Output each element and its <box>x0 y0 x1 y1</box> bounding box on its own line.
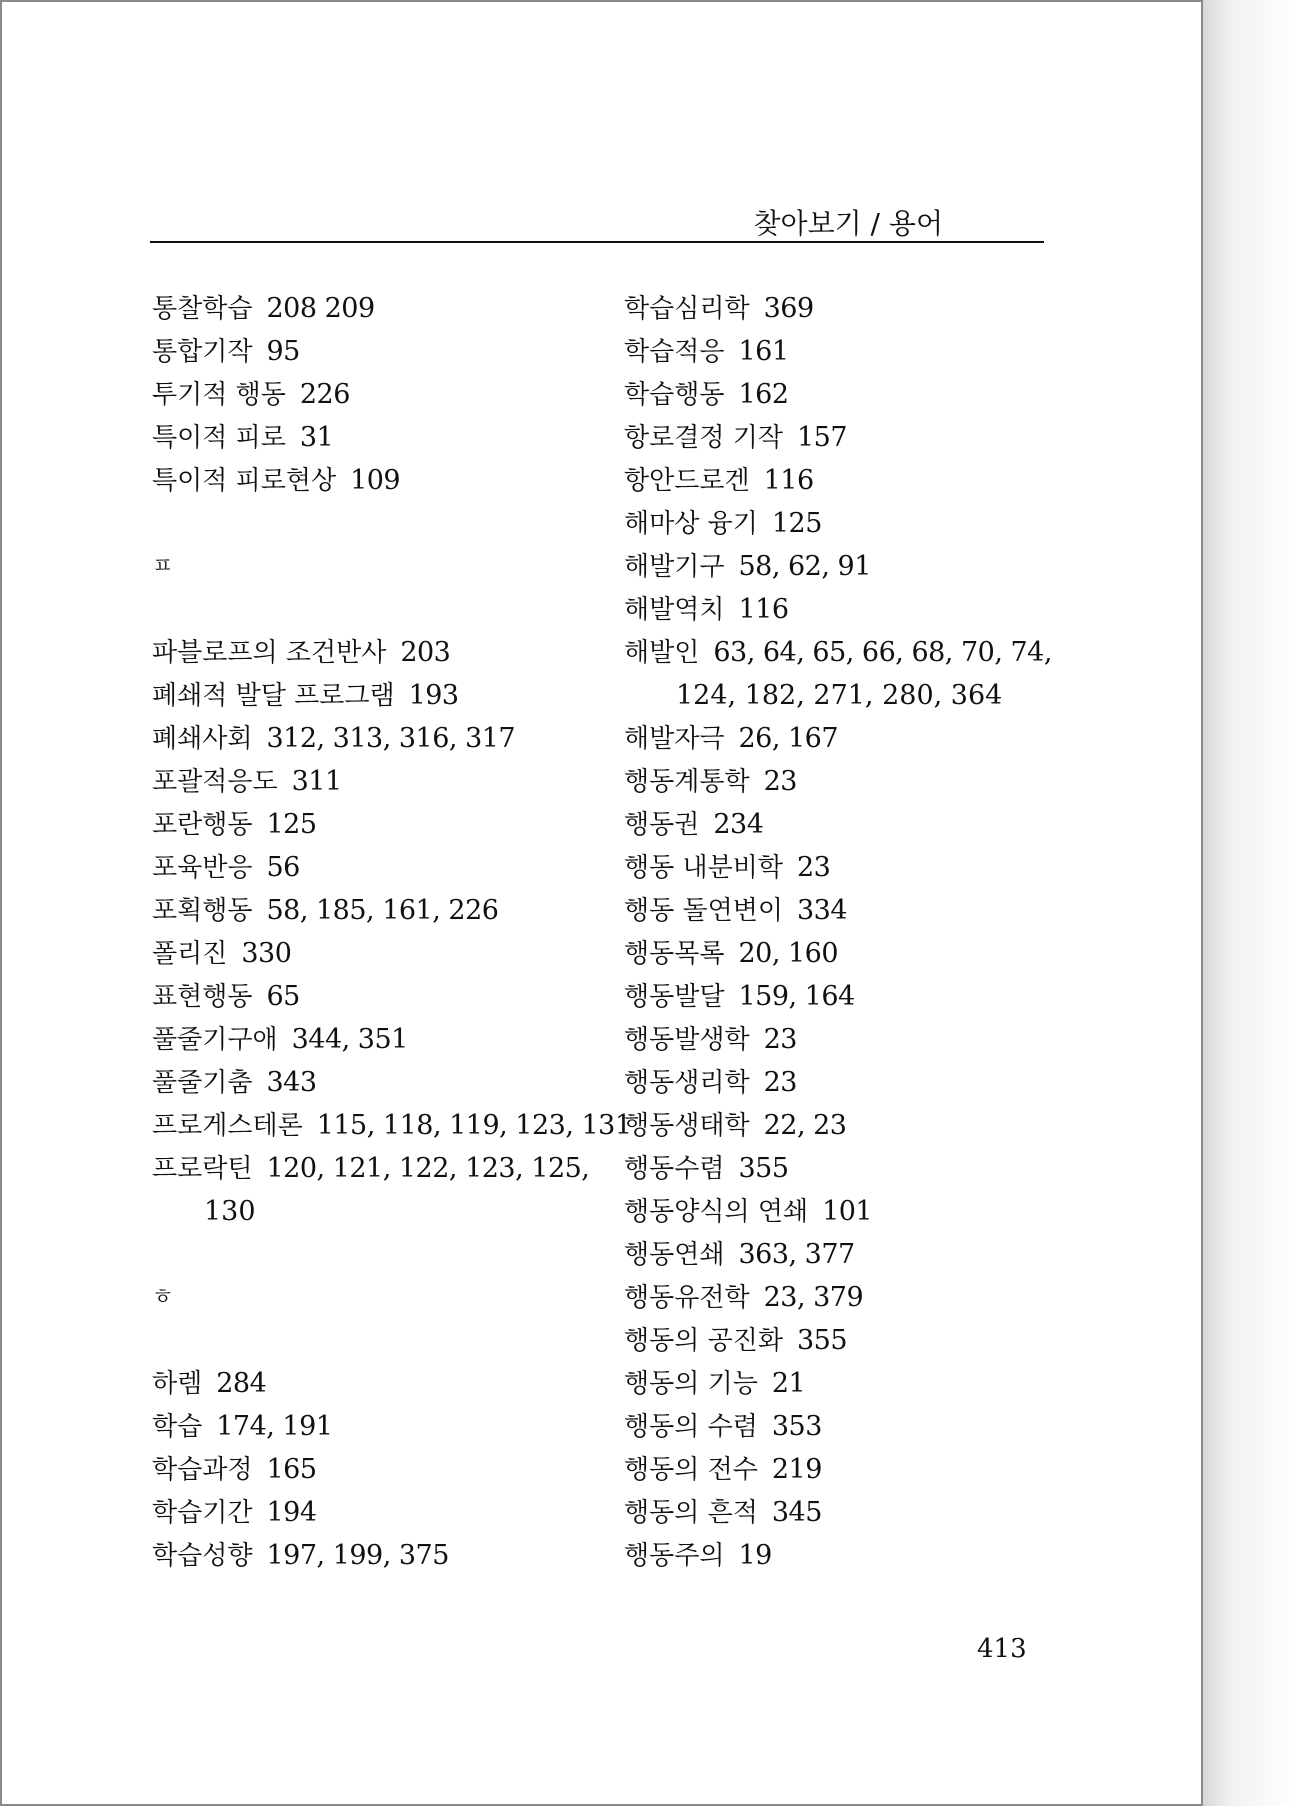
index-pages: 23 <box>796 852 831 883</box>
index-pages: 65 <box>266 981 300 1012</box>
index-entry <box>152 1534 592 1577</box>
index-entry <box>152 1405 592 1448</box>
index-entry <box>624 932 1064 975</box>
index-entry <box>624 1233 1064 1276</box>
index-pages: 219 <box>771 1454 822 1485</box>
index-term: 행동권 <box>624 810 700 840</box>
index-term: 행동 내분비학 <box>624 853 783 883</box>
index-term: 행동주의 <box>624 1541 725 1571</box>
index-entry <box>624 1147 1064 1190</box>
index-entry <box>624 1276 1064 1319</box>
index-entry <box>624 373 1064 416</box>
index-pages: 234 <box>713 809 764 840</box>
index-term: 행동생리학 <box>624 1068 750 1098</box>
index-entry <box>152 416 592 459</box>
index-term: 행동양식의 연쇄 <box>624 1197 809 1227</box>
index-entry <box>624 1534 1064 1577</box>
index-term: 학습심리학 <box>624 294 750 324</box>
index-entry <box>624 588 1064 631</box>
index-pages: 22, 23 <box>763 1110 847 1141</box>
index-term: 학습 <box>152 1412 203 1442</box>
index-entry <box>624 502 1064 545</box>
index-term: 항로결정 기작 <box>624 423 783 453</box>
spacer <box>152 1233 592 1276</box>
index-pages-continued: 130 <box>204 1196 256 1227</box>
index-pages: 355 <box>738 1153 789 1184</box>
index-pages: 21 <box>771 1368 806 1399</box>
index-entry <box>152 717 592 760</box>
index-term: 행동의 흔적 <box>624 1498 758 1528</box>
index-pages: 345 <box>771 1497 822 1528</box>
index-pages: 197, 199, 375 <box>266 1540 449 1571</box>
index-pages: 343 <box>266 1067 317 1098</box>
index-term: 프로게스테론 <box>152 1111 303 1141</box>
index-pages: 165 <box>266 1454 317 1485</box>
index-entry <box>624 717 1064 760</box>
index-pages: 56 <box>266 852 300 883</box>
index-term: 행동 돌연변이 <box>624 896 783 926</box>
index-term: 특이적 피로 <box>152 423 286 453</box>
index-pages: 31 <box>299 422 334 453</box>
index-term: 행동수렴 <box>624 1154 725 1184</box>
index-entry <box>152 1104 632 1147</box>
index-term: 해발기구 <box>624 552 725 582</box>
index-term: 해마상 융기 <box>624 509 758 539</box>
index-term: 특이적 피로현상 <box>152 466 337 496</box>
index-pages: 125 <box>266 809 317 840</box>
index-pages: 312, 313, 316, 317 <box>266 723 516 754</box>
index-pages: 193 <box>408 680 459 711</box>
index-term: 프로락틴 <box>152 1154 253 1184</box>
index-pages: 330 <box>241 938 292 969</box>
index-entry <box>624 803 1064 846</box>
index-term: 행동발달 <box>624 982 725 1012</box>
index-entry <box>624 631 1064 674</box>
index-pages: 344, 351 <box>291 1024 408 1055</box>
index-term: 행동계통학 <box>624 767 750 797</box>
index-pages: 120, 121, 122, 123, 125, <box>266 1153 590 1184</box>
index-pages: 162 <box>738 379 789 410</box>
index-term: 행동의 기능 <box>624 1369 758 1399</box>
index-pages: 159, 164 <box>738 981 855 1012</box>
index-entry <box>624 1362 1064 1405</box>
index-pages: 58, 185, 161, 226 <box>266 895 499 926</box>
index-entry <box>624 416 1064 459</box>
index-column-right <box>624 287 1064 1577</box>
index-term: 포획행동 <box>152 896 253 926</box>
index-pages: 115, 118, 119, 123, 131 <box>316 1110 632 1141</box>
index-pages: 161 <box>738 336 789 367</box>
viewer-side-panel <box>1203 0 1299 1806</box>
index-column-left <box>152 287 632 1577</box>
spacer <box>152 588 592 631</box>
index-term: 행동의 전수 <box>624 1455 758 1485</box>
index-term: 풀줄기구애 <box>152 1025 278 1055</box>
index-term: 포괄적응도 <box>152 767 278 797</box>
index-pages: 95 <box>266 336 300 367</box>
index-pages: 23, 379 <box>763 1282 864 1313</box>
index-term: 학습성향 <box>152 1541 253 1571</box>
index-term: 포란행동 <box>152 810 253 840</box>
index-entry <box>152 1362 592 1405</box>
index-pages: 157 <box>796 422 848 453</box>
index-entry <box>152 1491 592 1534</box>
index-term: 풀줄기춤 <box>152 1068 253 1098</box>
index-pages: 353 <box>771 1411 822 1442</box>
index-pages: 203 <box>400 637 451 668</box>
index-term: 통찰학습 <box>152 294 253 324</box>
index-term: 포육반응 <box>152 853 253 883</box>
index-pages: 355 <box>796 1325 848 1356</box>
index-term: 표현행동 <box>152 982 253 1012</box>
index-term: 행동생태학 <box>624 1111 750 1141</box>
index-pages: 226 <box>299 379 350 410</box>
index-pages: 116 <box>763 465 814 496</box>
index-entry <box>624 1448 1064 1491</box>
index-pages: 369 <box>763 293 814 324</box>
index-entry <box>152 631 592 674</box>
index-entry <box>624 846 1064 889</box>
index-entry <box>152 846 592 889</box>
index-entry <box>624 1405 1064 1448</box>
index-term: 행동목록 <box>624 939 725 969</box>
index-pages: 311 <box>291 766 342 797</box>
index-pages: 334 <box>796 895 848 926</box>
index-term: 행동연쇄 <box>624 1240 725 1270</box>
index-entry <box>152 889 592 932</box>
index-entry <box>624 889 1064 932</box>
index-pages: 125 <box>771 508 822 539</box>
index-term: 행동발생학 <box>624 1025 750 1055</box>
index-term: 행동의 수렴 <box>624 1412 758 1442</box>
entry-group-right <box>624 287 1064 1577</box>
index-term: 해발역치 <box>624 595 725 625</box>
index-entry <box>624 1104 1064 1147</box>
index-pages: 194 <box>266 1497 317 1528</box>
index-pages: 109 <box>350 465 401 496</box>
index-term: 학습적응 <box>624 337 725 367</box>
index-entry <box>624 330 1064 373</box>
index-term: 폐쇄사회 <box>152 724 253 754</box>
entry-group-p <box>152 631 632 1233</box>
running-header: 찾아보기 / 용어 <box>753 207 943 240</box>
index-term: 행동유전학 <box>624 1283 750 1313</box>
index-entry <box>152 975 592 1018</box>
index-entry <box>624 1319 1064 1362</box>
spacer <box>152 502 592 545</box>
index-term: 투기적 행동 <box>152 380 286 410</box>
index-pages: 58, 62, 91 <box>738 551 871 582</box>
index-entry <box>152 1061 592 1104</box>
spacer <box>152 1319 592 1362</box>
index-term: 통합기작 <box>152 337 253 367</box>
index-pages: 19 <box>738 1540 772 1571</box>
index-term: 행동의 공진화 <box>624 1326 783 1356</box>
header-rule <box>150 241 1044 243</box>
index-term: 파블로프의 조건반사 <box>152 638 387 668</box>
index-pages: 23 <box>763 766 797 797</box>
index-pages: 208 209 <box>266 293 375 324</box>
index-term: 학습과정 <box>152 1455 253 1485</box>
index-pages: 63, 64, 65, 66, 68, 70, 74, <box>713 637 1052 668</box>
index-entry <box>624 287 1064 330</box>
index-entry <box>624 545 1064 588</box>
index-entry <box>152 1147 592 1190</box>
index-pages: 363, 377 <box>738 1239 855 1270</box>
index-entry <box>152 760 592 803</box>
entry-group-h <box>152 1362 592 1577</box>
index-entry <box>624 1061 1064 1104</box>
index-entry <box>152 330 592 373</box>
index-entry <box>624 1018 1064 1061</box>
index-entry <box>152 932 592 975</box>
index-entry <box>624 760 1064 803</box>
index-term: 해발인 <box>624 638 700 668</box>
index-term: 하렘 <box>152 1369 203 1399</box>
index-term: 폴리진 <box>152 939 228 969</box>
index-entry <box>152 803 592 846</box>
index-entry <box>624 1190 1064 1233</box>
index-pages: 101 <box>822 1196 873 1227</box>
index-entry <box>152 373 592 416</box>
index-entry <box>152 1448 592 1491</box>
index-pages: 26, 167 <box>738 723 839 754</box>
index-entry <box>152 674 592 717</box>
index-pages: 23 <box>763 1067 797 1098</box>
index-term: 학습행동 <box>624 380 725 410</box>
index-entry <box>624 975 1064 1018</box>
index-entry <box>152 459 592 502</box>
index-pages: 20, 160 <box>738 938 839 969</box>
page-number: 413 <box>977 1634 1027 1664</box>
index-entry <box>624 459 1064 502</box>
section-heading-h: ㅎ <box>152 1285 174 1310</box>
index-pages: 174, 191 <box>216 1411 333 1442</box>
index-term: 폐쇄적 발달 프로그램 <box>152 681 395 711</box>
index-entry <box>624 1491 1064 1534</box>
index-pages: 116 <box>738 594 789 625</box>
index-term: 해발자극 <box>624 724 725 754</box>
index-entry <box>152 1018 592 1061</box>
index-pages: 23 <box>763 1024 797 1055</box>
index-term: 항안드로겐 <box>624 466 750 496</box>
index-pages: 284 <box>216 1368 267 1399</box>
index-pages-continued: 124, 182, 271, 280, 364 <box>676 680 1003 711</box>
entry-group-t <box>152 287 592 502</box>
index-entry <box>152 287 592 330</box>
section-heading-p: ㅍ <box>152 554 174 579</box>
index-term: 학습기간 <box>152 1498 253 1528</box>
